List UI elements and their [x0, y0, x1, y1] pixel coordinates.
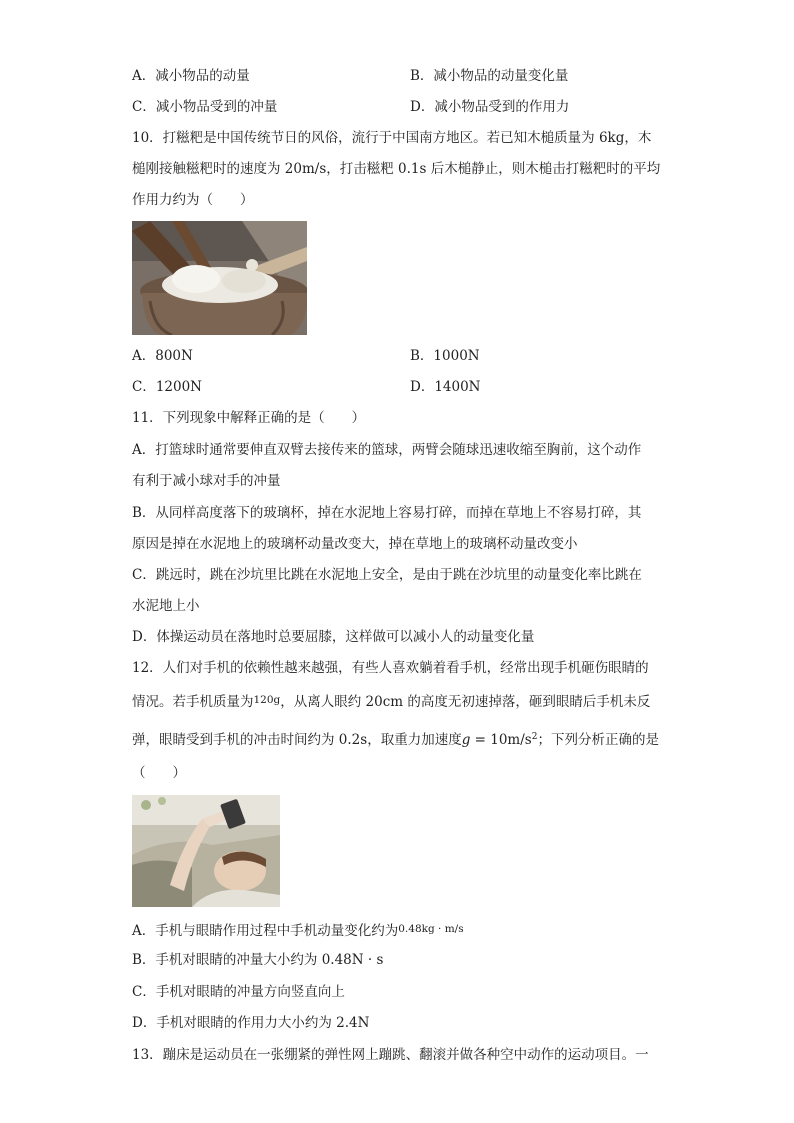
q12-line3-post: ；下列分析正确的是 [537, 732, 659, 748]
q12-option-a-text: A．手机与眼睛作用过程中手机动量变化约为 [132, 923, 399, 939]
q11-option-b-line2: 原因是掉在水泥地上的玻璃杯动量改变大，掉在草地上的玻璃杯动量改变小 [132, 536, 578, 552]
q10-stem-line3: 作用力约为（ ） [132, 192, 254, 208]
q12-option-d: D．手机对眼睛的作用力大小约为 2.4N [132, 1015, 370, 1031]
q12-option-c: C．手机对眼睛的冲量方向竖直向上 [132, 984, 345, 1000]
q11-option-c-line2: 水泥地上小 [132, 598, 200, 614]
q11-option-d: D．体操运动员在落地时总要屈膝，这样做可以减小人的动量变化量 [132, 629, 535, 645]
q12-mass-value: 120g [253, 694, 281, 706]
q12-phone-reading-photo [132, 795, 280, 907]
q11-option-a-line1: A．打篮球时通常要伸直双臂去接传来的篮球，两臂会随球迅速收缩至胸前，这个动作 [132, 442, 642, 458]
q9-option-d: D．减小物品受到的作用力 [410, 99, 570, 115]
q10-option-c: C．1200N [132, 379, 202, 395]
q12-stem-line2 [132, 690, 650, 712]
q9-option-b: B．减小物品的动量变化量 [410, 68, 569, 84]
q12-line2-pre: 情况。若手机质量为 [132, 694, 254, 710]
q12-option-a [132, 919, 464, 941]
q12-line2-post: ，从离人眼约 20cm 的高度无初速掉落，砸到眼睛后手机未反 [280, 694, 651, 710]
q10-stem-line1: 10．打糍粑是中国传统节日的风俗，流行于中国南方地区。若已知木槌质量为 6kg，木 [132, 130, 652, 146]
q11-option-c-line1: C．跳远时，跳在沙坑里比跳在水泥地上安全，是由于跳在沙坑里的动量变化率比跳在 [132, 567, 642, 583]
q13-stem-line1: 13．蹦床是运动员在一张绷紧的弹性网上蹦跳、翻滚并做各种空中动作的运动项目。一 [132, 1047, 649, 1063]
q10-option-b: B．1000N [410, 348, 480, 364]
q12-option-b: B．手机对眼睛的冲量大小约为 0.48N · s [132, 952, 384, 968]
q12-g-equation: = 10m/s [470, 732, 532, 748]
q12-g-exponent: 2 [531, 732, 538, 742]
q10-option-d: D．1400N [410, 379, 481, 395]
q11-stem: 11．下列现象中解释正确的是（ ） [132, 410, 366, 426]
q9-option-c: C．减小物品受到的冲量 [132, 99, 278, 115]
q11-option-b-line1: B．从同样高度落下的玻璃杯，掉在水泥地上容易打碎，而掉在草地上不容易打碎，其 [132, 505, 642, 521]
q11-option-a-line2: 有利于减小球对手的冲量 [132, 473, 281, 489]
q10-stem-line2: 槌刚接触糍粑时的速度为 20m/s，打击糍粑 0.1s 后木槌静止，则木槌击打糍粑时的平均 [132, 161, 661, 177]
q12-stem-line1: 12．人们对手机的依赖性越来越强，有些人喜欢躺着看手机，经常出现手机砸伤眼睛的 [132, 660, 649, 676]
q12-stem-line4: （ ） [132, 765, 186, 781]
q12-stem-line3 [132, 727, 659, 750]
q12-option-a-value: 0.48kg · m/s [398, 923, 464, 935]
q10-ciba-photo [132, 221, 307, 335]
q12-g-symbol: g [461, 732, 471, 748]
q10-option-a: A．800N [132, 348, 193, 364]
q9-option-a: A．减小物品的动量 [132, 68, 250, 84]
q12-line3-pre: 弹，眼睛受到手机的冲击时间约为 0.2s，取重力加速度 [132, 732, 462, 748]
